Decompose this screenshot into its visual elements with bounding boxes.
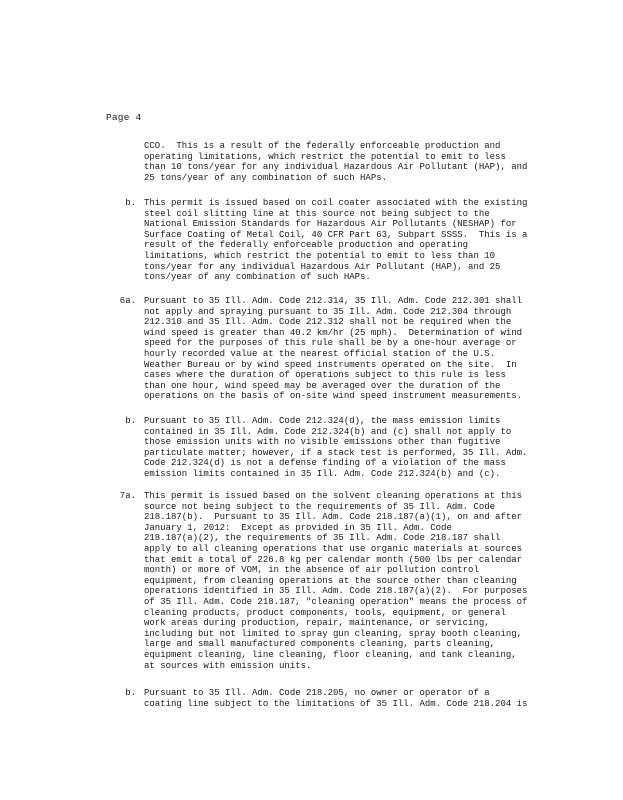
text-line: large and small manufactured components cleaning, parts cleaning, [144,639,496,650]
text-line: 25 tons/year of any combination of such HAPs. [144,172,388,183]
text-line: National Emission Standards for Hazardous Air Pollutants (NESHAP) for [144,219,517,230]
text-line: Weather Bureau or by wind speed instruments operated on the site. In [144,359,517,370]
text-line: cleaning products, product components, tools, equipment, or general [144,607,506,618]
paragraph-text [144,688,556,709]
text-line: This permit is issued based on coil coater associated with the existing [144,198,528,208]
paragraph-text [144,491,556,671]
paragraph-label: b. [125,416,136,426]
text-line: contained in 35 Ill. Adm. Code 212.324(b) and (c) shall not apply to [144,426,512,437]
text-line: 212.310 and 35 Ill. Adm. Code 212.312 shall not be required when the [144,317,512,328]
paragraph-text [144,198,556,283]
text-line: hourly recorded value at the nearest official station of the U.S. [144,348,496,359]
text-line: tons/year for any individual Hazardous Air Pollutant (HAP), and 25 [144,261,501,272]
text-line: Pursuant to 35 Ill. Adm. Code 212.324(d), the mass emission limits [144,416,501,426]
text-line: 218.187(b). Pursuant to 35 Ill. Adm. Code 218.187(a)(1), on and after [144,512,523,523]
text-line: steel coil slitting line at this source not being subject to the [144,208,490,219]
text-line: particulate matter; however, if a stack test is performed, 35 Ill. Adm. [144,447,528,458]
text-line: cases where the duration of operations subject to this rule is less [144,370,506,381]
text-line: operations on the basis of on-site wind speed instrument measurements. [144,391,523,402]
text-line: those emission units with no visible emissions other than fugitive [144,437,501,448]
text-line: operations identified in 35 Ill. Adm. Code 218.187(a)(2). For purposes [144,586,528,597]
paragraph-label: b. [125,688,136,698]
text-line: equipment cleaning, line cleaning, floor cleaning, and tank cleaning, [144,649,517,660]
paragraph-text [144,141,556,183]
text-line: limitations, which restrict the potential to emit to less than 10 [144,250,496,261]
text-line: work areas during production, repair, maintenance, or servicing, [144,618,490,629]
text-line: CCO. This is a result of the federally enforceable production and [144,141,501,151]
paragraph-label: 7a. [119,491,136,501]
text-line: Code 212.324(d) is not a defense finding of a violation of the mass [144,458,506,469]
text-line: including but not limited to spray gun cleaning, spray booth cleaning, [144,628,523,639]
paragraph-label: 6a. [119,296,136,306]
text-line: not apply and spraying pursuant to 35 Ill. Adm. Code 212.304 through [144,306,512,317]
text-line: month) or more of VOM, in the absence of air pollution control [144,565,479,576]
page-number: Page 4 [106,112,142,123]
text-line: January 1, 2012: Except as provided in 35 Ill. Adm. Code [144,522,452,533]
text-line: that emit a total of 226.8 kg per calendar month (500 lbs per calendar [144,554,523,565]
text-line: Surface Coating of Metal Coil, 40 CFR Part 63, Subpart SSSS. This is a [144,229,528,240]
text-line: wind speed is greater than 40.2 km/hr (25 mph). Determination of wind [144,327,523,338]
text-line: 218.187(a)(2), the requirements of 35 Ill. Adm. Code 218.187 shall [144,533,501,544]
paragraph-text [144,416,556,480]
text-line: apply to all cleaning operations that use organic materials at sources [144,543,523,554]
text-line: coating line subject to the limitations of 35 Ill. Adm. Code 218.204 is [144,698,528,709]
text-line: than one hour, wind speed may be averaged over the duration of the [144,380,501,391]
text-line: speed for the purposes of this rule shall be by a one-hour average or [144,338,517,349]
text-line: equipment, from cleaning operations at the source other than cleaning [144,575,517,586]
text-line: source not being subject to the requirements of 35 Ill. Adm. Code [144,501,496,512]
text-line: emission limits contained in 35 Ill. Adm. Code 212.324(b) and (c). [144,468,501,479]
text-line: This permit is issued based on the solvent cleaning operations at this [144,491,523,501]
text-line: than 10 tons/year for any individual Hazardous Air Pollutant (HAP), and [144,162,528,173]
text-line: result of the federally enforceable production and operating [144,240,469,251]
paragraph-text [144,296,556,402]
text-line: of 35 Ill. Adm. Code 218.187, "cleaning operation" means the process of [144,596,528,607]
text-line: Pursuant to 35 Ill. Adm. Code 212.314, 35 Ill. Adm. Code 212.301 shall [144,296,523,306]
text-line: at sources with emission units. [144,660,312,671]
text-line: operating limitations, which restrict the potential to emit to less [144,151,506,162]
paragraph-label: b. [125,198,136,208]
text-line: tons/year of any combination of such HAPs. [144,272,371,283]
text-line: Pursuant to 35 Ill. Adm. Code 218.205, no owner or operator of a [144,688,490,698]
